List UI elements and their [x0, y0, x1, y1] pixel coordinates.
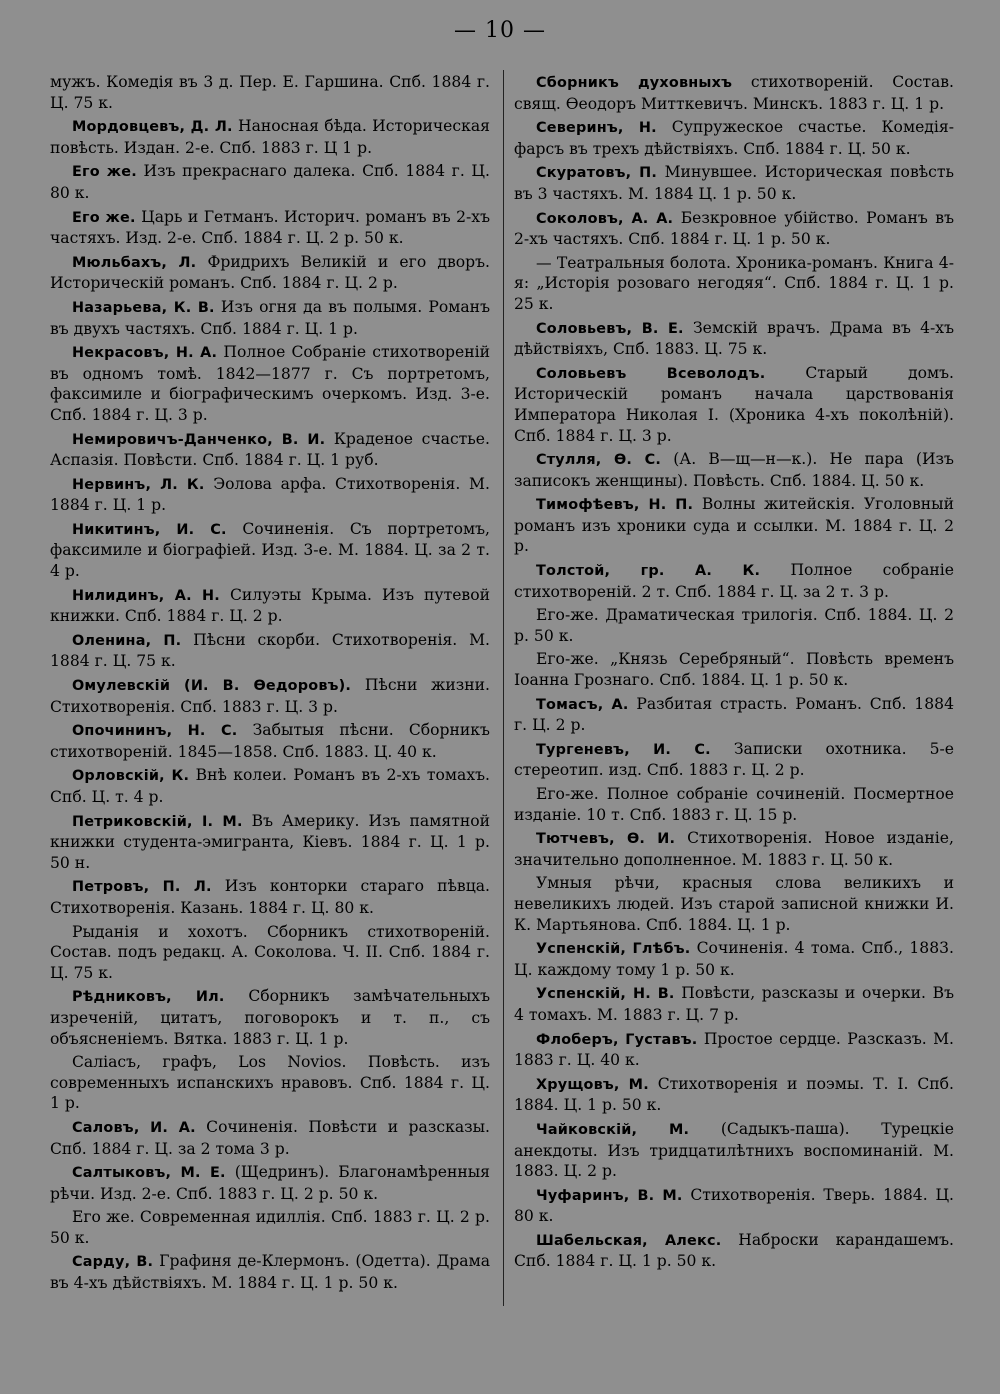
entry-author: Тютчевъ, Ө. И. [536, 831, 676, 848]
catalog-entry [514, 1029, 954, 1071]
catalog-entry [50, 811, 490, 874]
entry-author: Тургеневъ, И. С. [536, 741, 711, 758]
entry-text: Сочиненія. Повѣсти и разсказы. Спб. 1884 г. Ц. за 2 тома 3 р. [50, 1117, 490, 1158]
catalog-entry [514, 494, 954, 557]
entry-author: Мюльбахъ, Л. [72, 254, 197, 271]
entry-text: мужъ. Комедія въ 3 д. Пер. Е. Гаршина. Спб. 1884 г. Ц. 75 к. [50, 73, 490, 112]
entry-text: Земскій врачъ. Драма въ 4-хъ дѣйствіяхъ, Спб. 1883. Ц. 75 к. [514, 318, 955, 359]
entry-text: Минувшее. Историческая повѣсть въ 3 частяхъ. М. 1884 Ц. 1 р. 50 к. [514, 163, 954, 203]
entry-author: Успенскій, Н. В. [536, 986, 675, 1003]
catalog-entry [514, 828, 954, 870]
entry-text: Сборникъ замѣчательныхъ изреченій, цитатъ, поговорокъ и т. п., съ объясненіемъ. Вятка. 1883 г. Ц. 1 р. [50, 987, 490, 1048]
entry-text: Повѣсти, разсказы и очерки. Въ 4 томахъ. М. 1883 г. Ц. 7 р. [514, 984, 954, 1024]
catalog-entry [50, 765, 490, 807]
entry-text: — Театральныя болота. Хроника-романъ. Книга 4-я: „Исторія розоваго негодяя“. Спб. 1884 г. Ц. 1 р. 25 к. [514, 253, 954, 313]
entry-text: Внѣ колеи. Романъ въ 2-хъ томахъ. Спб. Ц. т. 4 р. [50, 766, 490, 806]
entry-text: Стихотворенія. Тверь. 1884. Ц. 80 к. [514, 1185, 955, 1226]
entry-text: Изъ конторки стараго пѣвца. Стихотворенія. Казань. 1884 г. Ц. 80 к. [50, 877, 490, 917]
catalog-entry [514, 649, 954, 690]
entry-text: Простое сердце. Разсказъ. М. 1883 г. Ц. 40 к. [514, 1029, 954, 1070]
catalog-entry [514, 72, 954, 114]
entry-text: Сочиненія. 4 тома. Спб., 1883. Ц. каждому тому 1 р. 50 к. [514, 939, 954, 979]
entry-author: Петриковскій, I. М. [72, 813, 243, 830]
entry-author: Соколовъ, А. А. [536, 210, 674, 227]
entry-text: Его-же. Драматическая трилогія. Спб. 1884. Ц. 2 р. 50 к. [514, 606, 954, 645]
entry-text: (Щедринъ). Благонамѣренныя рѣчи. Изд. 2-е. Спб. 1883 г. Ц. 2 р. 50 к. [50, 1163, 490, 1203]
catalog-entry [514, 694, 954, 736]
right-column [514, 72, 954, 1275]
entry-author: Флоберъ, Густавъ. [536, 1031, 698, 1048]
catalog-entry [50, 297, 490, 339]
catalog-entry [50, 1207, 490, 1248]
entry-author: Его же. [72, 209, 136, 226]
column-divider [503, 70, 504, 1306]
entry-text: Его же. Современная идиллія. Спб. 1883 г. Ц. 2 р. 50 к. [50, 1208, 490, 1247]
entry-author: Оленина, П. [72, 632, 182, 649]
left-column [50, 72, 490, 1297]
catalog-entry [514, 1119, 954, 1182]
entry-text: Сочиненія. Съ портретомъ, факсимиле и біографіей. Изд. 3-е. М. 1884. Ц. за 2 т. 4 р. [50, 519, 490, 581]
entry-author: Рѣдниковъ, Ил. [72, 989, 225, 1006]
catalog-entry [50, 986, 490, 1049]
catalog-entry [50, 252, 490, 294]
entry-text: Изъ прекраснаго далека. Спб. 1884 г. Ц. 80 к. [50, 162, 490, 202]
catalog-entry [514, 873, 954, 935]
entry-text: Забытыя пѣсни. Сборникъ стихотвореній. 1845—1858. Спб. 1883. Ц. 40 к. [50, 721, 490, 761]
catalog-entry [514, 117, 954, 159]
entry-author: Сарду, В. [72, 1254, 154, 1271]
catalog-entry [50, 207, 490, 249]
entry-text: Наносная бѣда. Историческая повѣсть. Издан. 2-е. Спб. 1883 г. Ц 1 р. [50, 117, 490, 157]
entry-author: Назарьева, К. В. [72, 299, 215, 316]
entry-text: Пѣсни скорби. Стихотворенія. М. 1884 г. Ц. 75 к. [50, 630, 491, 671]
catalog-entry [514, 784, 954, 825]
catalog-entry [514, 318, 954, 360]
entry-author: Нервинъ, Л. К. [72, 476, 205, 493]
entry-author: Чуфаринъ, В. М. [536, 1187, 683, 1204]
catalog-entry [50, 72, 490, 113]
entry-text: Царь и Гетманъ. Историч. романъ въ 2-хъ частяхъ. Изд. 2-е. Спб. 1884 г. Ц. 2 р. 50 к. [50, 207, 490, 248]
entry-author: Омулевскій (И. В. Өедоровъ). [72, 678, 352, 695]
entry-text: Безкровное убійство. Романъ въ 2-хъ частяхъ. Спб. 1884 г. Ц. 1 р. 50 к. [514, 208, 954, 249]
entry-text: стихотвореній. Состав. свящ. Өеодоръ Митткевичъ. Минскъ. 1883 г. Ц. 1 р. [514, 73, 954, 113]
catalog-entry [50, 1162, 490, 1204]
entry-author: Соловьевъ, В. Е. [536, 320, 684, 337]
entry-text: Стихотворенія. Новое изданіе, значительно дополненное. М. 1883 г. Ц. 50 к. [514, 829, 954, 869]
catalog-entry [50, 720, 490, 762]
entry-text: Супружеское счастье. Комедія-фарсъ въ трехъ дѣйствіяхъ. Спб. 1884 г. Ц. 50 к. [514, 118, 954, 158]
entry-author: Орловскій, К. [72, 768, 190, 785]
entry-text: Его-же. „Князь Серебряный“. Повѣсть временъ Іоанна Грознаго. Спб. 1884. Ц. 1 р. 50 к. [514, 650, 954, 690]
catalog-entry [50, 474, 490, 516]
entry-text: Саліасъ, графъ, Los Novios. Повѣсть. изъ современныхъ испанскихъ нравовъ. Спб. 1884 г. Ц. 1 р. [50, 1053, 490, 1113]
entry-author: Соловьевъ Всеволодъ. [536, 365, 766, 382]
catalog-entry [514, 1185, 954, 1227]
entry-text: Волны житейскія. Уголовный романъ изъ хроники суда и ссылки. М. 1884 г. Ц. 2 р. [514, 495, 954, 556]
entry-author: Саловъ, И. А. [72, 1119, 196, 1136]
entry-author: Толстой, гр. А. К. [536, 563, 761, 580]
entry-author: Мордовцевъ, Д. Л. [72, 119, 233, 136]
entry-text: Рыданія и хохотъ. Сборникъ стихотвореній. Состав. подъ редакц. А. Соколова. Ч. II. Спб. 1884 г. Ц. 75 к. [50, 922, 490, 982]
entry-text: Стихотворенія и поэмы. Т. I. Спб. 1884. Ц. 1 р. 50 к. [514, 1074, 954, 1115]
page-number: — 10 — [454, 18, 546, 43]
catalog-entry [50, 342, 490, 425]
entry-author: Сборникъ духовныхъ [536, 75, 733, 91]
entry-text: Въ Америку. Изъ памятной книжки студента-эмигранта, Кіевъ. 1884 г. Ц. 1 р. 50 н. [50, 811, 490, 872]
entry-text: Фридрихъ Великій и его дворъ. Историческій романъ. Спб. 1884 г. Ц. 2 р. [50, 252, 490, 293]
catalog-entry [514, 560, 954, 602]
entry-text: Эолова арфа. Стихотворенія. М. 1884 г. Ц. 1 р. [50, 474, 490, 515]
entry-text: Графиня де-Клермонъ. (Одетта). Драма въ 4-хъ дѣйствіяхъ. М. 1884 г. Ц. 1 р. 50 к. [50, 1252, 490, 1293]
catalog-entry [514, 1074, 954, 1116]
entry-author: Шабельская, Алекс. [536, 1232, 722, 1249]
catalog-entry [514, 938, 954, 980]
entry-author: Стулля, Ө. С. [536, 452, 662, 469]
entry-author: Опочининъ, Н. С. [72, 723, 238, 740]
catalog-entry [50, 429, 490, 471]
entry-text: Умныя рѣчи, красныя слова великихъ и невеликихъ людей. Изъ старой записной книжки И. К. Мартьянова. Спб. 1884. Ц. 1 р. [514, 874, 954, 934]
entry-author: Никитинъ, И. С. [72, 521, 227, 538]
catalog-entry [50, 519, 490, 582]
catalog-entry [514, 253, 954, 315]
entry-author: Немировичъ-Данченко, В. И. [72, 431, 326, 448]
catalog-entry [50, 1251, 490, 1293]
entry-text: Изъ огня да въ полымя. Романъ въ двухъ частяхъ. Спб. 1884 г. Ц. 1 р. [50, 297, 490, 338]
entry-text: Его-же. Полное собраніе сочиненій. Посмертное изданіе. 10 т. Спб. 1883 г. Ц. 15 р. [514, 785, 954, 824]
catalog-entry [50, 675, 490, 717]
catalog-entry [50, 922, 490, 984]
entry-text: Пѣсни жизни. Стихотворенія. Спб. 1883 г. Ц. 3 р. [50, 676, 491, 716]
catalog-entry [50, 161, 490, 203]
entry-author: Скуратовъ, П. [536, 165, 658, 182]
entry-text: Силуэты Крыма. Изъ путевой книжки. Спб. 1884 г. Ц. 2 р. [50, 585, 490, 626]
catalog-entry [50, 1052, 490, 1114]
entry-author: Северинъ, Н. [536, 120, 657, 137]
catalog-entry [514, 449, 954, 491]
catalog-entry [50, 585, 490, 627]
catalog-entry [50, 1117, 490, 1159]
entry-text: Записки охотника. 5-е стереотип. изд. Спб. 1883 г. Ц. 2 р. [514, 739, 954, 780]
entry-author: Его же. [72, 164, 137, 181]
entry-text: (Садыкъ-паша). Турецкіе анекдоты. Изъ тридцатилѣтнихъ воспоминаній. М. 1883. Ц. 2 р. [514, 1119, 954, 1181]
entry-author: Томасъ, А. [536, 696, 629, 713]
catalog-entry [514, 363, 954, 446]
entry-author: Петровъ, П. Л. [72, 879, 212, 896]
entry-author: Тимофѣевъ, Н. П. [536, 497, 694, 514]
entry-author: Чайковскій, М. [536, 1121, 690, 1138]
catalog-entry [50, 116, 490, 158]
entry-text: Наброски карандашемъ. Спб. 1884 г. Ц. 1 р. 50 к. [514, 1230, 954, 1271]
entry-author: Нилидинъ, А. Н. [72, 587, 220, 604]
catalog-entry [514, 162, 954, 204]
entry-text: Полное Собраніе стихотвореній въ одномъ томѣ. 1842—1877 г. Съ портретомъ, факсимиле и біографическимъ очеркомъ. Изд. 3-е. Спб. 1884 г. Ц. 3 р. [50, 343, 490, 424]
entry-text: (А. В—щ—н—к.). Не пара (Изъ записокъ женщины). Повѣсть. Спб. 1884. Ц. 50 к. [514, 450, 954, 490]
catalog-entry [514, 1230, 954, 1272]
entry-text: Полное собраніе стихотвореній. 2 т. Спб. 1884 г. Ц. за 2 т. 3 р. [514, 561, 954, 601]
entry-text: Краденое счастье. Аспазія. Повѣсти. Спб. 1884 г. Ц. 1 руб. [50, 429, 490, 470]
entry-text: Разбитая страсть. Романъ. Спб. 1884 г. Ц. 2 р. [514, 694, 954, 735]
catalog-entry [514, 605, 954, 646]
entry-author: Хрущовъ, М. [536, 1076, 649, 1093]
entry-author: Некрасовъ, Н. А. [72, 345, 218, 362]
catalog-entry [50, 630, 490, 672]
catalog-entry [514, 208, 954, 250]
catalog-entry [514, 739, 954, 781]
entry-text: Старый домъ. Историческій романъ начала царствованія Императора Николая I. (Хроника 4-хъ поколѣній). Спб. 1884 г. Ц. 3 р. [514, 363, 954, 445]
catalog-entry [50, 876, 490, 918]
entry-author: Салтыковъ, М. Е. [72, 1165, 226, 1182]
catalog-entry [514, 983, 954, 1025]
entry-author: Успенскій, Глѣбъ. [536, 941, 691, 958]
